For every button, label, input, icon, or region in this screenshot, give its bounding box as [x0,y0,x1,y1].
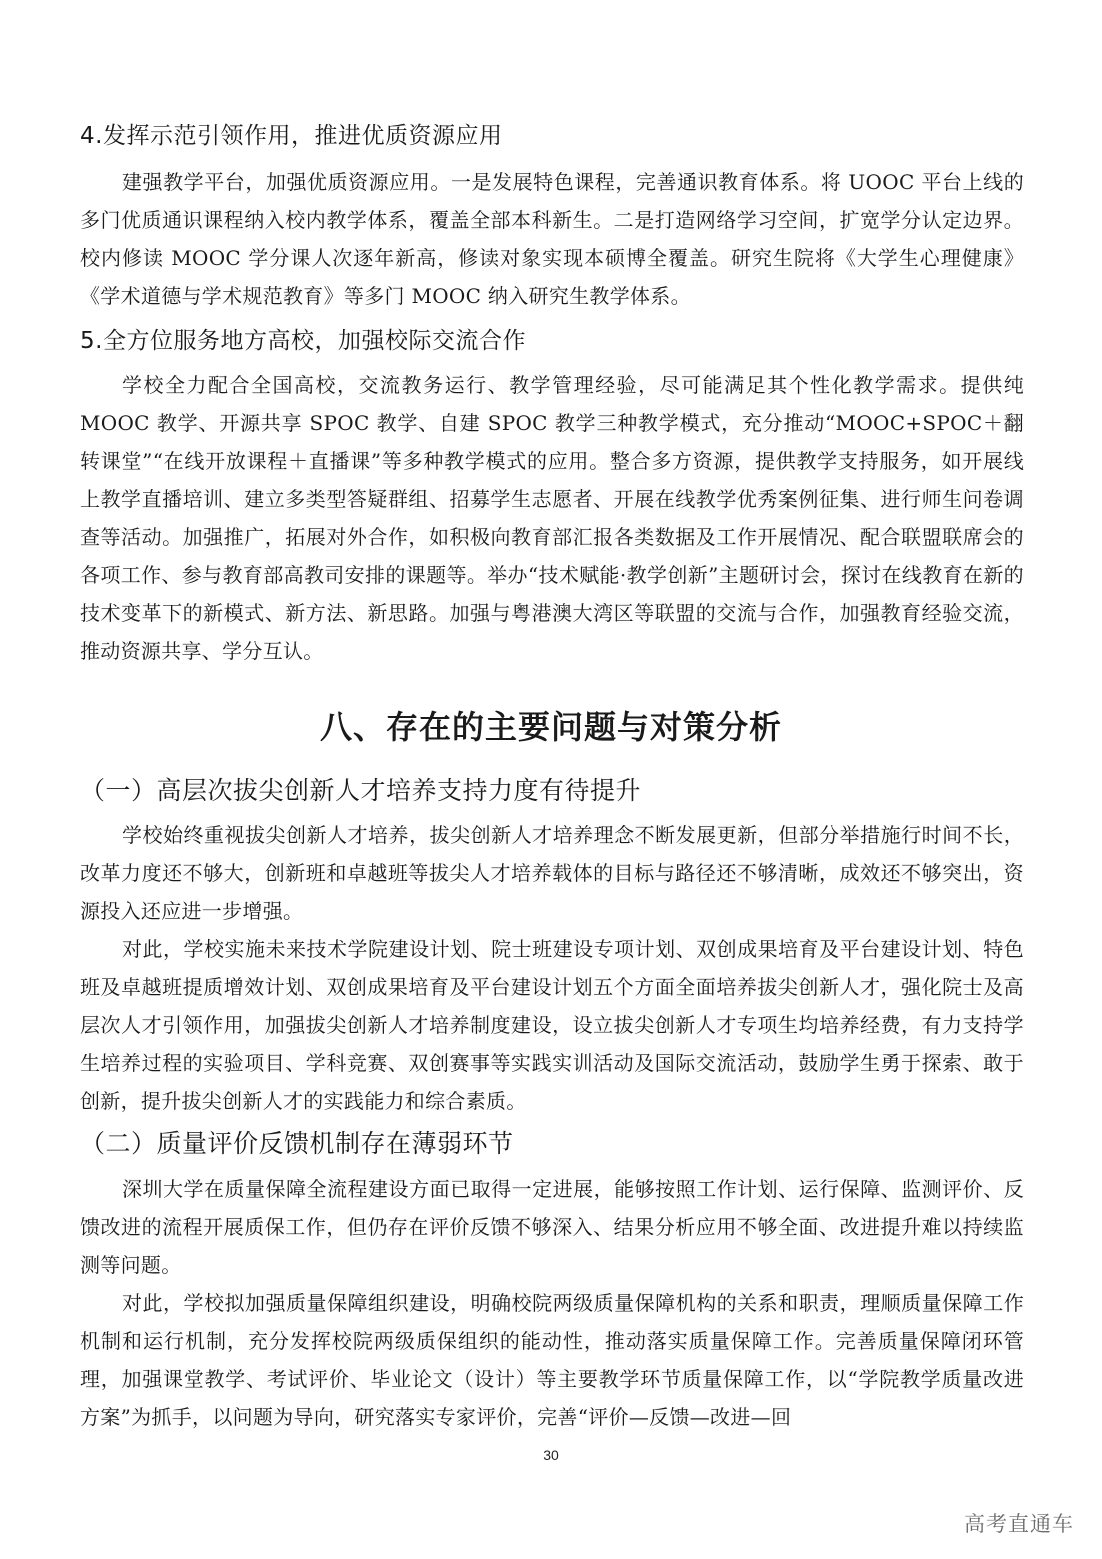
section-title: 八、存在的主要问题与对策分析 [319,708,782,746]
subsection-title-2: （二）质量评价反馈机制存在薄弱环节 [80,1129,514,1158]
heading-item-5: 5.全方位服务地方高校，加强校际交流合作 [80,328,526,354]
subsection-1-paragraph-1: 学校始终重视拔尖创新人才培养，拔尖创新人才培养理念不断发展更新，但部分举措施行时间不长，改革力度还不够大，创新班和卓越班等拔尖人才培养载体的目标与路径还不够清晰，成效还不够突出，资源投入还应进一步增强。 [80,823,1024,923]
subsection-2-paragraph-2: 对此，学校拟加强质量保障组织建设，明确校院两级质量保障机构的关系和职责，理顺质量保障工作机制和运行机制，充分发挥校院两级质保组织的能动性，推动落实质量保障工作。完善质量保障闭环管理，加强课堂教学、考试评价、毕业论文（设计）等主要教学环节质量保障工作，以“学院教学质量改进方案”为抓手，以问题为导向，研究落实专家评价，完善“评价—反馈—改进—回 [80,1291,1024,1429]
paragraph-item-5: 学校全力配合全国高校，交流教务运行、教学管理经验，尽可能满足其个性化教学需求。提供纯 MOOC 教学、开源共享 SPOC 教学、自建 SPOC 教学三种教学模式，充分推动“MOOC+SPOC＋翻转课堂”“在线开放课程＋直播课”等多种教学模式的应用。整合多方资源，提供教学支持服务，如开展线上教学直播培训、建立多类型答疑群组、招募学生志愿者、开展在线教学优秀案例征集、进行师生问卷调查等活动。加强推广，拓展对外合作，如积极向教育部汇报各类数据及工作开展情况、配合联盟联席会的各项工作、参与教育部高教司安排的课题等。举办“技术赋能·教学创新”主题研讨会，探讨在线教育在新的技术变革下的新模式、新方法、新思路。加强与粤港澳大湾区等联盟的交流与合作，加强教育经验交流，推动资源共享、学分互认。 [80,373,1024,663]
subsection-title-1: （一）高层次拔尖创新人才培养支持力度有待提升 [80,776,642,805]
paragraph-item-4: 建强教学平台，加强优质资源应用。一是发展特色课程，完善通识教育体系。将 UOOC 平台上线的多门优质通识课程纳入校内教学体系，覆盖全部本科新生。二是打造网络学习空间，扩宽学分认定边界。校内修读 MOOC 学分课人次逐年新高，修读对象实现本硕博全覆盖。研究生院将《大学生心理健康》《学术道德与学术规范教育》等多门 MOOC 纳入研究生教学体系。 [80,170,1024,308]
watermark-label: 高考直通车 [964,1512,1074,1536]
subsection-2-paragraph-1: 深圳大学在质量保障全流程建设方面已取得一定进展，能够按照工作计划、运行保障、监测评价、反馈改进的流程开展质保工作，但仍存在评价反馈不够深入、结果分析应用不够全面、改进提升难以持续监测等问题。 [80,1177,1024,1277]
subsection-1-paragraph-2: 对此，学校实施未来技术学院建设计划、院士班建设专项计划、双创成果培育及平台建设计划、特色班及卓越班提质增效计划、双创成果培育及平台建设计划五个方面全面培养拔尖创新人才，强化院士及高层次人才引领作用，加强拔尖创新人才培养制度建设，设立拔尖创新人才专项生均培养经费，有力支持学生培养过程的实验项目、学科竞赛、双创赛事等实践实训活动及国际交流活动，鼓励学生勇于探索、敢于创新，提升拔尖创新人才的实践能力和综合素质。 [80,937,1024,1113]
page-number: 30 [543,1447,559,1463]
heading-item-4: 4.发挥示范引领作用，推进优质资源应用 [80,123,503,149]
